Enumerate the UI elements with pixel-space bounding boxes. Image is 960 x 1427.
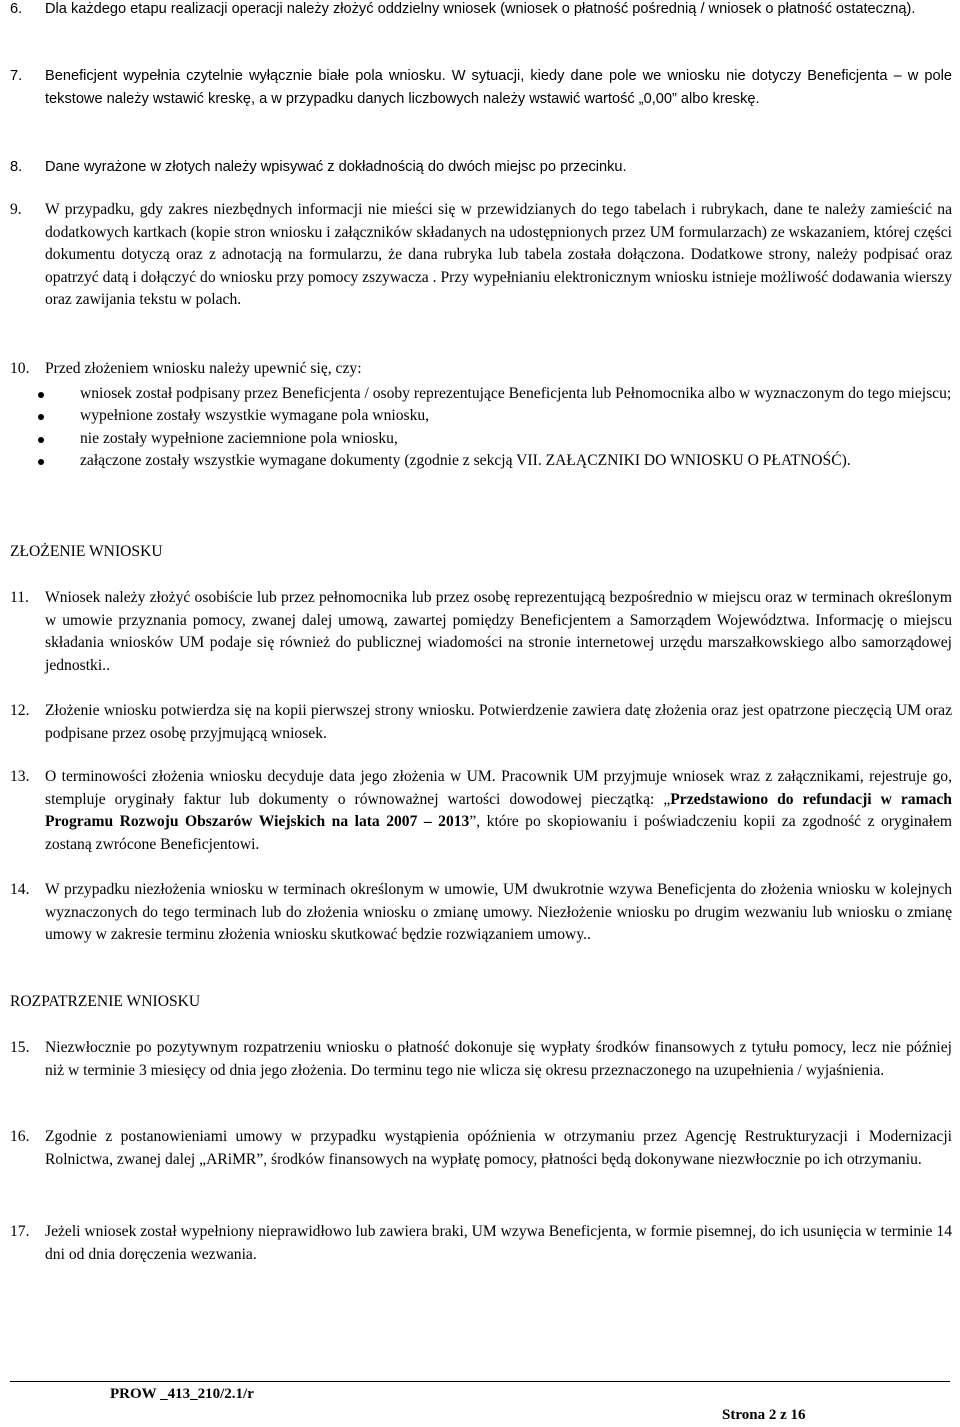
- list-item: [10, 1126, 952, 1171]
- list-item: [10, 766, 952, 856]
- item-text: O terminowości złożenia wniosku decyduje data jego złożenia w UM. Pracownik UM przyjmuje wniosek wraz z załącznikami, rejestruje go, stempluje oryginały faktur lub dokumenty o równoważnej wartości dowodowej pieczątką: „Przedstawiono do refundacji w ramach Programu Rozwoju Obszarów Wiejskich na lata 2007 – 2013”, które po skopiowaniu i poświadczeniu kopii za zgodność z oryginałem zostaną zwrócone Beneficjentowi.: [45, 768, 952, 853]
- list-item: [10, 879, 952, 947]
- item-number: 7.: [10, 68, 23, 84]
- item-text: W przypadku, gdy zakres niezbędnych informacji nie mieści się w przewidzianych do tego tabelach i rubrykach, dane te należy zamieścić na dodatkowych kartkach (kopie stron wniosku i załączników składanych na udostępnionych przez UM formularzach) ze wskazaniem, której części dokumentu dotyczą oraz z adnotacją na formularzu, że dana rubryka lub tabela została dołączona. Dodatkowe strony, należy podpisać oraz opatrzyć datą i dołączyć do wniosku przy pomocy zszywacza . Przy wypełnianiu elektronicznym wniosku istnieje możliwość dodawania wierszy oraz zawijania tekstu w polach.: [45, 201, 952, 309]
- bullet-icon: [38, 392, 44, 398]
- bullet-text: wypełnione zostały wszystkie wymagane pola wniosku,: [80, 407, 430, 425]
- list-item: [10, 358, 952, 473]
- item-text: Złożenie wniosku potwierdza się na kopii pierwszej strony wniosku. Potwierdzenie zawiera datę złożenia oraz jest opatrzone pieczęcią UM oraz podpisane przez osobę przyjmującą wniosek.: [45, 702, 952, 742]
- list-item: [10, 700, 952, 745]
- item-text: Dane wyrażone w złotych należy wpisywać z dokładnością do dwóch miejsc po przecinku.: [45, 159, 627, 175]
- bullet-text: załączone zostały wszystkie wymagane dokumenty (zgodnie z sekcją VII. ZAŁĄCZNIKI DO WNIOSKU O PŁATNOŚĆ).: [80, 452, 851, 470]
- item-text: Dla każdego etapu realizacji operacji należy złożyć oddzielny wniosek (wniosek o płatność pośrednią / wniosek o płatność ostateczną).: [45, 1, 916, 17]
- item-text: Niezwłocznie po pozytywnym rozpatrzeniu wniosku o płatność dokonuje się wypłaty środków finansowych z tytułu pomocy, lecz nie później niż w terminie 3 miesięcy od dnia jego złożenia. Do terminu tego nie wlicza się okresu przeznaczonego na uzupełnienia / wyjaśnienia.: [45, 1039, 952, 1079]
- bullet-icon: [38, 414, 44, 420]
- list-item: [10, 1037, 952, 1082]
- item-number: 17.: [10, 1223, 30, 1240]
- item-text: Przed złożeniem wniosku należy upewnić się, czy:: [45, 360, 362, 377]
- item-number: 8.: [10, 159, 23, 175]
- item-number: 11.: [10, 589, 29, 606]
- bullet-item: [80, 405, 952, 428]
- list-item: [10, 1221, 952, 1266]
- footer-divider: [10, 1381, 950, 1382]
- footer-form-code: PROW _413_210/2.1/r: [110, 1386, 254, 1402]
- section-heading-submission: ZŁOŻENIE WNIOSKU: [10, 543, 163, 560]
- item-text: Beneficjent wypełnia czytelnie wyłącznie białe pola wniosku. W sytuacji, kiedy dane pole we wniosku nie dotyczy Beneficjenta – w pole tekstowe należy wstawić kreskę, a w przypadku danych liczbowych należy wstawić wartość „0,00” albo kreskę.: [45, 68, 952, 107]
- item-text: Jeżeli wniosek został wypełniony nieprawidłowo lub zawiera braki, UM wzywa Beneficjenta, w formie pisemnej, do ich usunięcia w terminie 14 dni od dnia doręczenia wezwania.: [45, 1223, 952, 1263]
- item-number: 15.: [10, 1039, 30, 1056]
- footer-page-number: Strona 2 z 16: [722, 1407, 806, 1423]
- bullet-text: wniosek został podpisany przez Beneficjenta / osoby reprezentujące Beneficjenta lub Pełnomocnika albo w wyznaczonym do tego miejscu;: [80, 384, 952, 402]
- item-number: 9.: [10, 201, 22, 218]
- bullet-icon: [38, 437, 44, 443]
- stamp-text: Przedstawiono do refundacji w ramach Programu Rozwoju Obszarów Wiejskich na lata 2007 – 2013: [45, 790, 952, 831]
- item-number: 16.: [10, 1128, 30, 1145]
- item-number: 6.: [10, 1, 23, 17]
- list-item: [10, 199, 952, 312]
- list-item: [10, 0, 952, 21]
- list-item: [10, 65, 952, 110]
- item-text: Zgodnie z postanowieniami umowy w przypadku wystąpienia opóźnienia w otrzymaniu przez Agencję Restrukturyzacji i Modernizacji Rolnictwa, zwanej dalej „ARiMR”, środków finansowych na wypłatę pomocy, płatności będą dokonywane niezwłocznie po ich otrzymaniu.: [45, 1128, 952, 1168]
- item-number: 12.: [10, 702, 30, 719]
- bullet-item: [80, 428, 952, 451]
- bullet-text: nie zostały wypełnione zaciemnione pola wniosku,: [80, 429, 398, 447]
- item-text: W przypadku niezłożenia wniosku w terminach określonym w umowie, UM dwukrotnie wzywa Beneficjenta do złożenia wniosku w kolejnych wyznaczonych do tego terminach lub do złożenia wniosku o zmianę umowy. Niezłożenie wniosku po drugim wezwaniu lub wniosku o zmianę umowy w zakresie terminu złożenia wniosku skutkować będzie rozwiązaniem umowy..: [45, 881, 952, 944]
- item-text: Wniosek należy złożyć osobiście lub przez pełnomocnika lub przez osobę reprezentującą bezpośrednio w miejscu oraz w terminach określonym w umowie przyznania pomocy, zwanej dalej umową, zawartej pomiędzy Beneficjentem a Samorządem Województwa. Informację o miejscu składania wniosków UM podaje się również do publicznej wiadomości na stronie internetowej urzędu marszałkowskiego albo samorządowej jednostki..: [45, 589, 952, 674]
- bullet-item: [80, 383, 952, 406]
- item-number: 10.: [10, 360, 30, 377]
- bullet-icon: [38, 459, 44, 465]
- section-heading-review: ROZPATRZENIE WNIOSKU: [10, 993, 201, 1010]
- item-number: 13.: [10, 768, 30, 785]
- list-item: [10, 156, 952, 179]
- bullet-item: [80, 450, 952, 473]
- list-item: [10, 587, 952, 677]
- item-number: 14.: [10, 881, 30, 898]
